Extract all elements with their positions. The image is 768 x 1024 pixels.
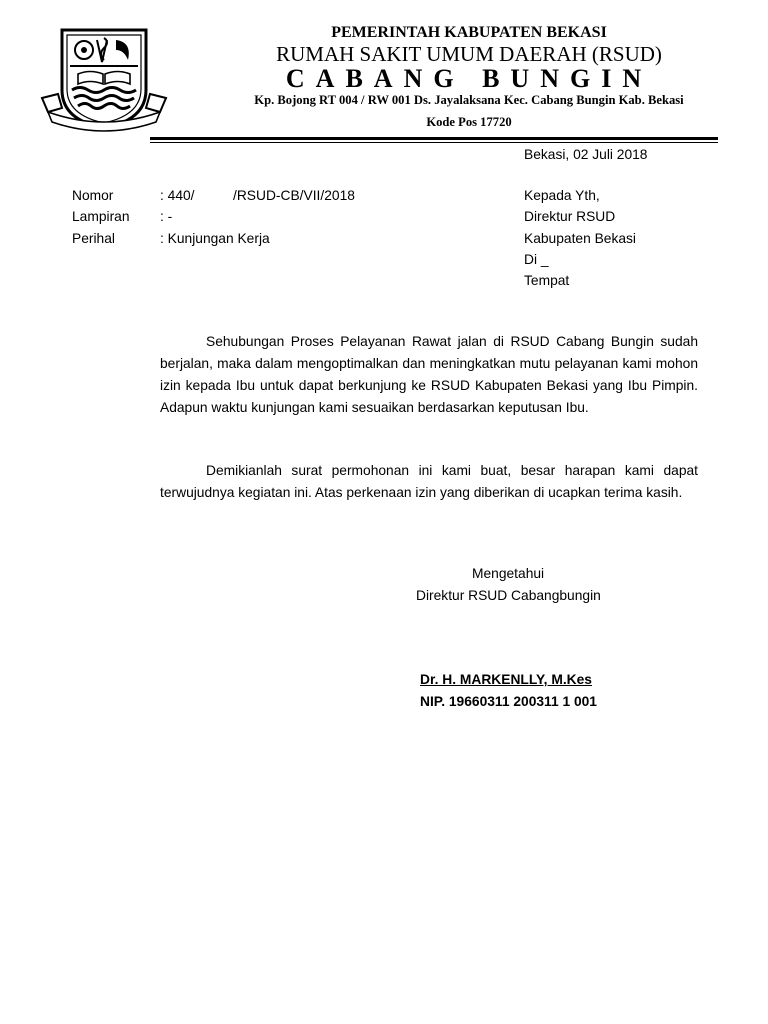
signatory-name: Dr. H. MARKENLLY, M.Kes — [420, 672, 592, 687]
recipient-region: Kabupaten Bekasi — [524, 231, 636, 246]
recipient-greeting: Kepada Yth, — [524, 188, 600, 203]
signature-acknowledged: Mengetahui — [472, 566, 545, 581]
perihal-label: Perihal — [72, 231, 115, 246]
recipient-location: Tempat — [524, 273, 570, 288]
perihal-value: : Kunjungan Kerja — [160, 231, 270, 246]
regency-emblem-logo — [40, 28, 168, 134]
recipient-title: Direktur RSUD — [524, 209, 616, 224]
letterhead-divider-thick — [150, 137, 718, 140]
letterhead-postal-code: Kode Pos 17720 — [426, 115, 512, 129]
letterhead-government: PEMERINTAH KABUPATEN BEKASI — [331, 24, 607, 41]
lampiran-value: : - — [160, 209, 173, 224]
letterhead-address: Kp. Bojong RT 004 / RW 001 Ds. Jayalaksana Kec. Cabang Bungin Kab. Bekasi — [254, 93, 684, 107]
body-paragraph-1: Sehubungan Proses Pelayanan Rawat jalan di RSUD Cabang Bungin sudah berjalan, maka dalam mengoptimalkan dan meningkatkan mutu pelayanan kami mohon izin kepada Ibu untuk dapat berkunjung ke RSUD Kabupaten Bekasi yang Ibu Pimpin. Adapun waktu kunjungan kami sesuaikan berdasarkan keputusan Ibu. — [160, 334, 698, 415]
recipient-location-prefix: Di _ — [524, 252, 549, 267]
letterhead-divider-thin — [150, 142, 718, 143]
body-paragraph-2: Demikianlah surat permohonan ini kami buat, besar harapan kami dapat terwujudnya kegiatan ini. Atas perkenaan izin yang diberikan di ucapkan terima kasih. — [160, 463, 698, 500]
signatory-nip: NIP. 19660311 200311 1 001 — [420, 694, 597, 709]
letter-date: Bekasi, 02 Juli 2018 — [524, 147, 648, 162]
letterhead-hospital-name: RUMAH SAKIT UMUM DAERAH (RSUD) — [276, 42, 662, 66]
signature-position: Direktur RSUD Cabangbungin — [416, 588, 601, 603]
nomor-value: : 440/ — [160, 188, 195, 203]
nomor-label: Nomor — [72, 188, 114, 203]
nomor-code: /RSUD-CB/VII/2018 — [233, 188, 355, 203]
letterhead-branch-name: CABANG BUNGIN — [285, 64, 653, 93]
lampiran-label: Lampiran — [72, 209, 130, 224]
